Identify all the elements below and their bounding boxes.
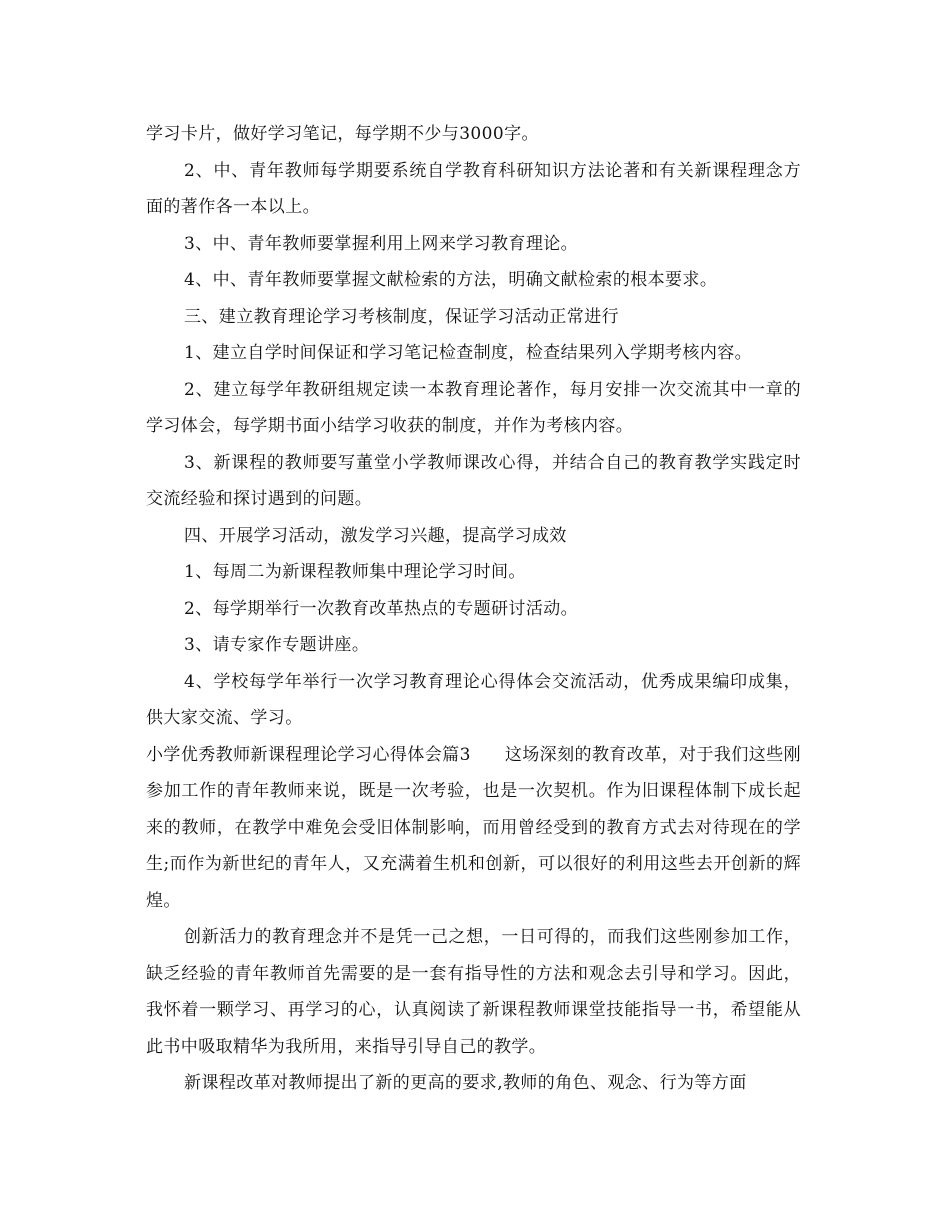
document-body [146, 116, 801, 1102]
paragraph-item-4-exchange: 4、学校每学年举行一次学习教育理论心得体会交流活动，优秀成果编印成集，供大家交流、学习。 [146, 671, 801, 728]
section-title: 小学优秀教师新课程理论学习心得体会篇3 [146, 744, 471, 765]
paragraph-item-2-seminar: 2、每学期举行一次教育改革热点的专题研讨活动。 [184, 598, 579, 619]
paragraph-item-3-lecture: 3、请专家作专题讲座。 [184, 635, 370, 655]
section-heading-three: 三、建立教育理论学习考核制度，保证学习活动正常进行 [184, 306, 619, 327]
paragraph-item-1-self-study-check: 1、建立自学时间保证和学习笔记检查制度，检查结果列入学期考核内容。 [184, 343, 753, 363]
paragraph-item-2-study-books: 2、中、青年教师每学期要系统自学教育科研知识方法论著和有关新课程理念方面的著作各一本以上。 [146, 160, 801, 217]
paragraph-curriculum-reform: 新课程改革对教师提出了新的更高的要求,教师的角色、观念、行为等方面 [184, 1073, 747, 1093]
paragraph-item-3-new-curriculum: 3、新课程的教师要写董堂小学教师课改心得，并结合自己的教育教学实践定时交流经验和探讨遇到的问题。 [146, 452, 801, 509]
paragraph-item-4-literature-search: 4、中、青年教师要掌握文献检索的方法，明确文献检索的根本要求。 [184, 270, 718, 290]
paragraph-continuation: 学习卡片，做好学习笔记，每学期不少与3000字。 [146, 124, 539, 144]
section-heading-four: 四、开展学习活动，激发学习兴趣，提高学习成效 [184, 525, 567, 546]
section-three-paragraph [146, 737, 801, 920]
section-intro-text: 这场深刻的教育改革，对于我们这些刚参加工作的青年教师来说，既是一次考验，也是一次契机。作为旧课程体制下成长起来的教师，在教学中难免会受旧体制影响，而用曾经受到的教育方式去对待现在的学生;而作为新世纪的青年人，又充满着生机和创新，可以很好的利用这些去开创新的辉煌。 [146, 744, 801, 911]
paragraph-item-3-online-learning: 3、中、青年教师要掌握利用上网来学习教育理论。 [184, 233, 579, 254]
paragraph-innovation: 创新活力的教育理念并不是凭一己之想，一日可得的，而我们这些刚参加工作，缺乏经验的青年教师首先需要的是一套有指导性的方法和观念去引导和学习。因此，我怀着一颗学习、再学习的心，认真阅读了新课程教师课堂技能指导一书，希望能从此书中吸取精华为我所用，来指导引导自己的教学。 [146, 927, 801, 1057]
paragraph-item-1-weekly-study: 1、每周二为新课程教师集中理论学习时间。 [184, 562, 526, 582]
paragraph-item-2-annual-reading: 2、建立每学年教研组规定读一本教育理论著作，每月安排一次交流其中一章的学习体会，每学期书面小结学习收获的制度，并作为考核内容。 [146, 379, 801, 436]
